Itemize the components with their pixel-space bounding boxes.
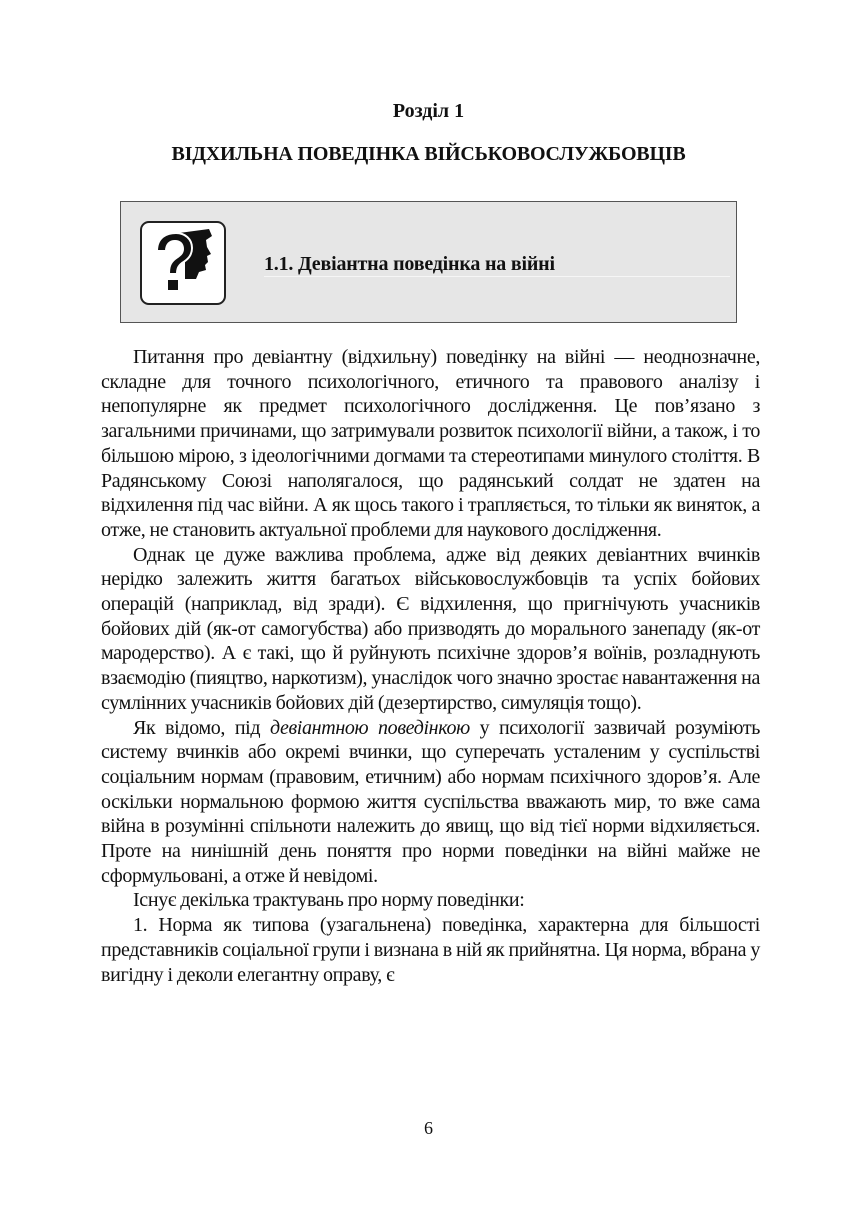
term-deviant-behavior: девіантною поведінкою [269, 716, 470, 739]
paragraph-3 [101, 716, 760, 889]
paragraph-2: Однак це дуже важлива проблема, адже від деяких девіантних вчинків нерідко залежить життя багатьох військовослужбовців та успіх бойових операцій (наприклад, від зради). Є відхилення, що пригнічують учасників бойових дій (як-от самогубства) або призводять до морального занепаду (як-от мародерство). А є такі, що й руйнують психічне здоров’я воїнів, розладнують взаємодію (пияцтво, наркотизм), унаслідок чого значно зростає навантаження на сумлінних учасників бойових дій (дезертирство, симуляція тощо). [101, 543, 760, 714]
paragraph-3-start: Як відомо, під [133, 716, 270, 739]
section-title-rule [264, 276, 730, 277]
paragraph-1: Питання про девіантну (відхильну) поведінку на війні — неоднозначне, складне для точного психологічного, етичного та правового аналізу і непопулярне як предмет психологічного дослідження. Це пов’язано з загальними причинами, що затримували розвиток психології війни, а також, і то більшою мірою, з ідеологічними догмами та стереотипами минулого століття. В Радянському Союзі наполягалося, що радянський солдат не здатен на відхилення під час війни. А як щось такого і трапляється, то тільки як виняток, а отже, не становить актуальної проблеми для наукового дослідження. [101, 346, 760, 541]
section-title: 1.1. Девіантна поведінка на війні [264, 253, 555, 275]
body-text [101, 345, 760, 987]
section-header-box [120, 201, 737, 323]
soldier-question-icon [140, 221, 226, 305]
chapter-label: Розділ 1 [392, 100, 465, 122]
paragraph-5: 1. Норма як типова (узагальнена) поведінка, характерна для більшості представників соціальної групи і визнана в ній як прийнятна. Ця норма, вбрана у вигідну і деколи елегантну оправу, є [101, 914, 760, 986]
paragraph-4: Існує декілька трактувань про норму поведінки: [133, 889, 525, 912]
chapter-title: ВІДХИЛЬНА ПОВЕДІНКА ВІЙСЬКОВОСЛУЖБОВЦІВ [171, 143, 686, 165]
paragraph-3-rest: у психології зазвичай розуміють систему вчинків або окремі вчинки, що суперечать усталеним у суспільстві соціальним нормам (правовим, етичним) або нормам психічного здоров’я. Але оскільки нормальною формою життя суспільства вважають мир, то вже сама війна в розумінні спільноти належить до явищ, що від тієї норми відхиляється. Проте на нинішній день поняття про норми поведінки на війні майже не сформульовані, а отже й невідомі. [101, 716, 760, 887]
page-number: 6 [424, 1118, 433, 1138]
